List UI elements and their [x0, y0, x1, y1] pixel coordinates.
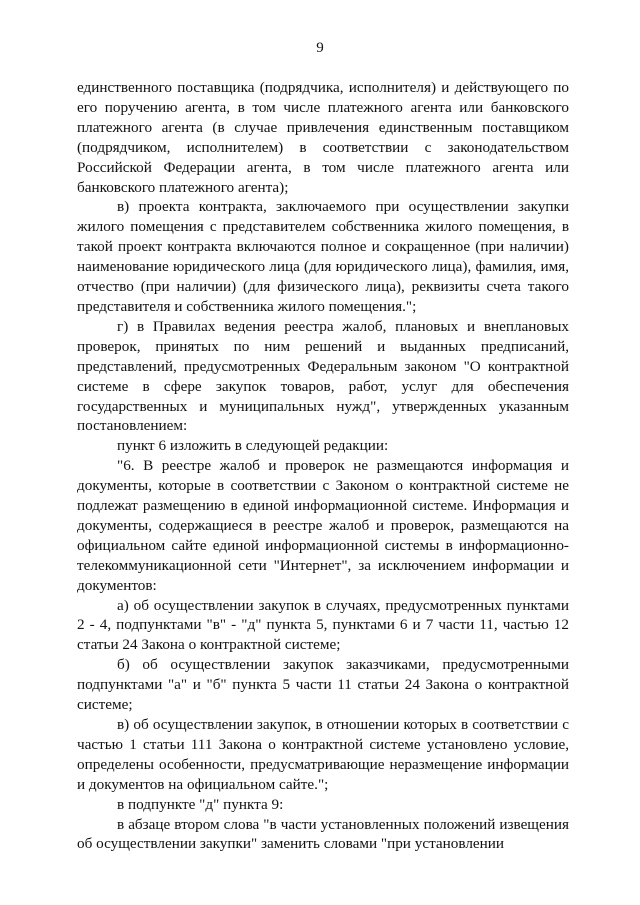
paragraph-item-6-subitem-a: а) об осуществлении закупок в случаях, предусмотренных пунктами 2 - 4, подпунктами "в" - "д" пункта 5, пунктами 6 и 7 части 11, частью 12 статьи 24 Закона о контрактной системе;	[77, 596, 569, 654]
paragraph-second-abzac-replacement: в абзаце втором слова "в части установленных положений извещения об осуществлении закупки" заменить словами "при установлении	[77, 815, 569, 853]
paragraph-item-6-new-wording: пункт 6 изложить в следующей редакции:	[117, 437, 389, 455]
paragraph-item-9-subitem-d: в подпункте "д" пункта 9:	[117, 795, 284, 813]
paragraph-item-6-text: "6. В реестре жалоб и проверок не размещаются информация и документы, которые в соответствии с Законом о контрактной системе не подлежат размещению в единой информационной системе. Информация и документы, содержащиеся в реестре жалоб и проверок, размещаются на официальном сайте единой информационной системы в информационно-телекоммуникационной сети "Интернет", за исключением информации и документов:	[77, 457, 569, 594]
paragraph-subitem-v-contract-draft: в) проекта контракта, заключаемого при осуществлении закупки жилого помещения с представителем собственника жилого помещения, в такой проект контракта включаются полное и сокращенное (при наличии) наименование юридического лица (для юридического лица), фамилия, имя, отчество (при наличии) (для физического лица), реквизиты счета такого представителя и собственника жилого помещения.";	[77, 198, 569, 315]
paragraph-item-6-subitem-b: б) об осуществлении закупок заказчиками, предусмотренными подпунктами "а" и "б" пункта 5 части 11 статьи 24 Закона о контрактной системе;	[77, 656, 569, 714]
paragraph-subitem-g-complaints-registry: г) в Правилах ведения реестра жалоб, плановых и внеплановых проверок, принятых по ним решений и выданных предписаний, представлений, предусмотренных Федеральным законом "О контрактной системе в сфере закупок товаров, работ, услуг для обеспечения государственных и муниципальных нужд", утвержденных указанным постановлением:	[77, 317, 569, 435]
paragraph-1-continuation: единственного поставщика (подрядчика, исполнителя) и действующего по его поручению агента, в том числе платежного агента или банковского платежного агента (в случае привлечения единственным поставщиком (подрядчиком, исполнителем) в соответствии с законодательством Российской Федерации агента, в том числе платежного агента или банковского платежного агента);	[77, 79, 569, 196]
paragraph-item-6-subitem-v: в) об осуществлении закупок, в отношении которых в соответствии с частью 1 статьи 111 Закона о контрактной системе установлено условие, определены особенности, предусматривающие неразмещение информации и документов на официальном сайте.";	[77, 716, 569, 793]
document-body	[77, 78, 569, 854]
page-number: 9	[316, 40, 324, 56]
